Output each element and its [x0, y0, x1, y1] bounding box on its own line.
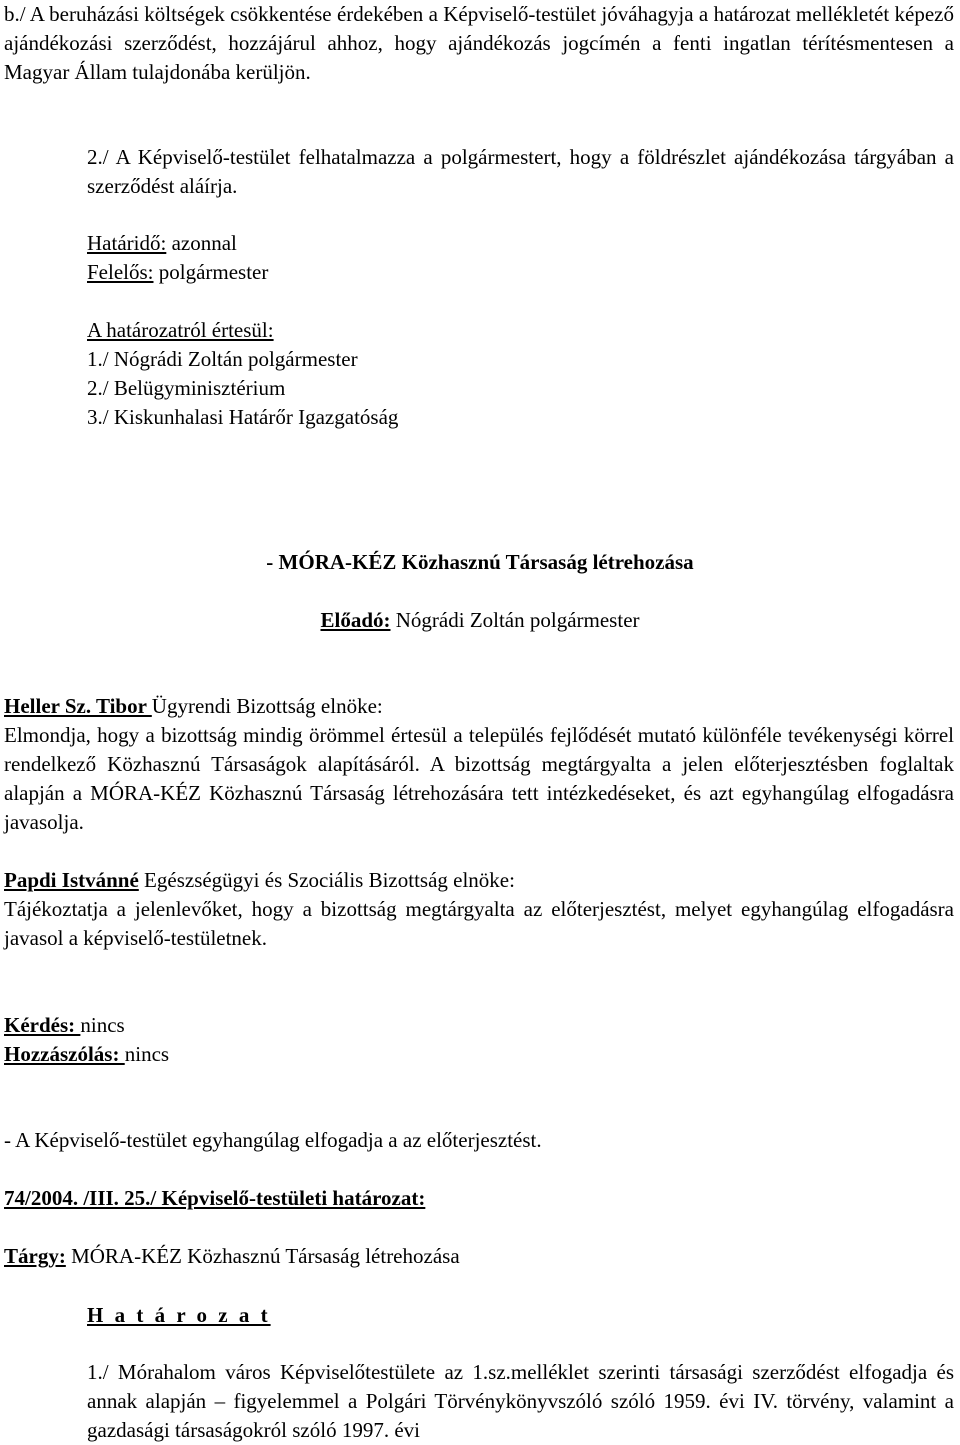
subject-label: Tárgy: [4, 1244, 66, 1268]
resolution-text: 1./ Mórahalom város Képviselőtestülete az 1.sz.melléklet szerinti társasági szerződést elfogadja és annak alapján – figyelemmel a Polgári Törvénykönyvszóló szóló 1959. évi IV. törvény, valamint a gazdasági társaságokról szóló 1997. évi [87, 1360, 954, 1442]
presenter-name: Nógrádi Zoltán polgármester [390, 608, 640, 632]
presenter-label: Előadó: [320, 608, 391, 632]
speaker1-name: Heller Sz. Tibor [4, 694, 152, 718]
notified-item: 1./ Nógrádi Zoltán polgármester [87, 347, 358, 371]
vote-line: - A Képviselő-testület egyhangúlag elfogadja a az előterjesztést. [4, 1128, 542, 1152]
subject-line [4, 1242, 954, 1271]
notified-item: 3./ Kiskunhalasi Határőr Igazgatóság [87, 405, 399, 429]
deadline-value: azonnal [166, 231, 237, 255]
question-value: nincs [80, 1013, 125, 1037]
speaker2-text: Tájékoztatja a jelenlevőket, hogy a bizottság megtárgyalta az előterjesztést, melyet egyhangúlag elfogadásra javasol a képviselő-testületnek. [4, 897, 954, 950]
deadline-label: Határidő: [87, 231, 167, 255]
speaker1-text: Elmondja, hogy a bizottság mindig örömmel értesül a település fejlődését mutató különféle tevékenységi körrel rendelkező Közhasznú Társaságok alapításáról. A bizottság megtárgyalta a jelen előterjesztésben foglaltak alapján a MÓRA-KÉZ Közhasznú Társaság létrehozására tett intézkedéseket, és azt egyhangúlag elfogadásra javasolja. [4, 723, 954, 834]
comment-line [4, 1040, 954, 1069]
speaker2-role: Egészségügyi és Szociális Bizottság elnöke: [138, 868, 515, 892]
resolution-heading: H a t á r o z a t [87, 1303, 271, 1327]
question-line [4, 1011, 954, 1040]
comment-value: nincs [124, 1042, 170, 1066]
comment-label: Hozzászólás: [4, 1042, 125, 1066]
responsible-label: Felelős: [87, 260, 154, 284]
speaker2-name: Papdi Istvánné [4, 868, 139, 892]
speaker1-line [4, 692, 954, 721]
notified-heading: A határozatról értesül: [87, 318, 274, 342]
presenter-line [0, 606, 960, 635]
paragraph-b: b./ A beruházási költségek csökkentése érdekében a Képviselő-testület jóváhagyja a határozat mellékletét képező ajándékozási szerződést, hozzájárul ahhoz, hogy ajándékozás jogcímén a fenti ingatlan térítésmentesen a Magyar Állam tulajdonába kerüljön. [4, 2, 954, 84]
speaker2-line [4, 866, 954, 895]
deadline-line [87, 229, 954, 258]
question-label: Kérdés: [4, 1013, 81, 1037]
paragraph-2: 2./ A Képviselő-testület felhatalmazza a polgármestert, hogy a földrészlet ajándékozása tárgyában a szerződést aláírja. [87, 145, 954, 198]
resolution-number: 74/2004. /III. 25./ Képviselő-testületi határozat: [4, 1186, 426, 1210]
agenda-title: - MÓRA-KÉZ Közhasznú Társaság létrehozása [266, 550, 694, 574]
subject-value: MÓRA-KÉZ Közhasznú Társaság létrehozása [65, 1244, 460, 1268]
responsible-value: polgármester [153, 260, 269, 284]
notified-item: 2./ Belügyminisztérium [87, 376, 286, 400]
responsible-line [87, 258, 954, 287]
speaker1-role: Ügyrendi Bizottság elnöke: [151, 694, 383, 718]
